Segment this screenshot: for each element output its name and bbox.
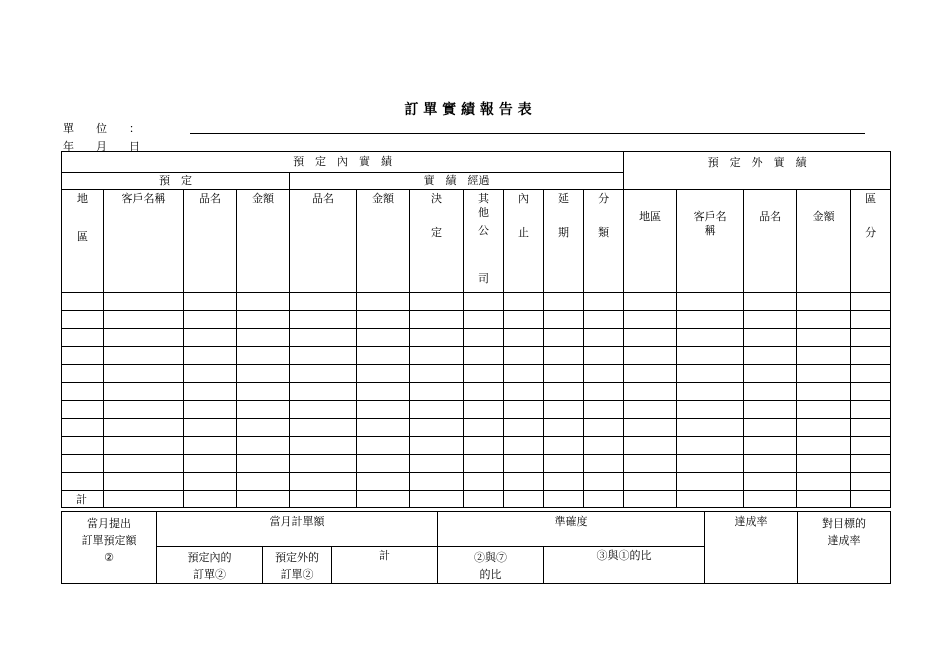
table-cell[interactable] xyxy=(584,419,624,437)
table-cell[interactable] xyxy=(464,329,504,347)
table-cell[interactable] xyxy=(851,437,891,455)
table-cell[interactable] xyxy=(104,329,184,347)
table-cell[interactable] xyxy=(744,401,797,419)
table-row xyxy=(62,329,891,347)
table-cell[interactable] xyxy=(62,365,104,383)
table-cell[interactable] xyxy=(504,473,544,491)
table-cell[interactable] xyxy=(504,311,544,329)
table-cell[interactable] xyxy=(237,455,290,473)
table-cell[interactable] xyxy=(410,437,464,455)
table-cell[interactable] xyxy=(62,455,104,473)
table-cell[interactable] xyxy=(797,383,851,401)
table-cell[interactable] xyxy=(851,401,891,419)
table-cell[interactable] xyxy=(290,347,357,365)
table-cell[interactable] xyxy=(677,365,744,383)
table-cell[interactable] xyxy=(851,419,891,437)
table-cell[interactable] xyxy=(744,455,797,473)
table-cell[interactable] xyxy=(677,473,744,491)
table-cell[interactable] xyxy=(584,473,624,491)
table-row xyxy=(62,401,891,419)
table-row xyxy=(62,437,891,455)
table-cell[interactable] xyxy=(410,365,464,383)
table-cell[interactable] xyxy=(104,311,184,329)
table-cell[interactable] xyxy=(504,455,544,473)
table-cell[interactable] xyxy=(104,401,184,419)
in-plan-header: 預 定 內 實 績 xyxy=(62,152,624,173)
table-cell[interactable] xyxy=(464,365,504,383)
table-cell[interactable] xyxy=(62,311,104,329)
table-cell[interactable] xyxy=(464,383,504,401)
table-cell[interactable] xyxy=(357,293,410,311)
table-cell[interactable] xyxy=(677,329,744,347)
table-cell[interactable] xyxy=(104,383,184,401)
table-cell[interactable] xyxy=(744,437,797,455)
table-cell[interactable] xyxy=(624,473,677,491)
table-cell[interactable] xyxy=(104,455,184,473)
table-cell[interactable] xyxy=(357,383,410,401)
col-out-division: 區 分 xyxy=(851,190,891,293)
table-cell[interactable] xyxy=(851,311,891,329)
table-cell[interactable] xyxy=(357,311,410,329)
col-out-customer: 客戶名 稱 xyxy=(677,190,744,293)
table-row xyxy=(62,473,891,491)
table-cell[interactable] xyxy=(464,419,504,437)
table-cell[interactable] xyxy=(797,293,851,311)
table-cell[interactable] xyxy=(104,437,184,455)
table-cell[interactable] xyxy=(544,455,584,473)
table-cell[interactable] xyxy=(357,401,410,419)
monthly-order-planned: 當月提出 訂單預定額 ② xyxy=(62,512,157,584)
table-cell[interactable] xyxy=(290,437,357,455)
date-label: 年 月 日 xyxy=(63,140,140,153)
table-cell[interactable] xyxy=(744,347,797,365)
table-cell[interactable] xyxy=(544,419,584,437)
table-cell[interactable] xyxy=(464,473,504,491)
table-cell[interactable] xyxy=(237,419,290,437)
table-cell[interactable] xyxy=(290,383,357,401)
table-cell[interactable] xyxy=(184,473,237,491)
table-row xyxy=(62,293,891,311)
table-cell[interactable] xyxy=(624,293,677,311)
table-cell[interactable] xyxy=(797,329,851,347)
table-cell[interactable] xyxy=(584,365,624,383)
table-cell[interactable] xyxy=(851,329,891,347)
table-cell[interactable] xyxy=(237,347,290,365)
table-cell[interactable] xyxy=(237,437,290,455)
table-cell[interactable] xyxy=(62,419,104,437)
table-cell[interactable] xyxy=(544,293,584,311)
table-cell[interactable] xyxy=(184,401,237,419)
table-cell[interactable] xyxy=(797,311,851,329)
table-cell[interactable] xyxy=(584,311,624,329)
table-cell[interactable] xyxy=(184,455,237,473)
table-cell[interactable] xyxy=(677,455,744,473)
table-cell[interactable] xyxy=(584,329,624,347)
table-cell[interactable] xyxy=(410,329,464,347)
table-cell[interactable] xyxy=(104,419,184,437)
table-cell[interactable] xyxy=(744,329,797,347)
table-cell[interactable] xyxy=(290,293,357,311)
target-rate-header: 對目標的 達成率 xyxy=(798,512,891,584)
table-cell[interactable] xyxy=(624,437,677,455)
table-cell[interactable] xyxy=(797,401,851,419)
table-cell[interactable] xyxy=(544,347,584,365)
table-cell[interactable] xyxy=(544,365,584,383)
table-cell[interactable] xyxy=(184,293,237,311)
table-cell[interactable] xyxy=(464,455,504,473)
table-cell[interactable] xyxy=(237,365,290,383)
table-cell[interactable] xyxy=(677,347,744,365)
table-cell[interactable] xyxy=(290,311,357,329)
table-cell[interactable] xyxy=(544,311,584,329)
col-customer: 客戶名稱 xyxy=(104,190,184,293)
table-row xyxy=(62,419,891,437)
accuracy-header: 準確度 xyxy=(438,512,705,547)
table-cell[interactable] xyxy=(677,383,744,401)
col-amount-2: 金額 xyxy=(357,190,410,293)
table-cell[interactable] xyxy=(464,401,504,419)
table-cell[interactable] xyxy=(464,293,504,311)
table-cell[interactable] xyxy=(624,455,677,473)
table-cell[interactable] xyxy=(797,473,851,491)
table-cell[interactable] xyxy=(624,419,677,437)
table-cell[interactable] xyxy=(744,293,797,311)
table-cell[interactable] xyxy=(797,347,851,365)
table-cell[interactable] xyxy=(357,329,410,347)
table-cell[interactable] xyxy=(464,311,504,329)
in-plan-order: 預定內的 訂單② xyxy=(157,547,263,584)
table-cell[interactable] xyxy=(62,329,104,347)
table-cell[interactable] xyxy=(62,293,104,311)
table-cell[interactable] xyxy=(62,401,104,419)
table-cell[interactable] xyxy=(544,437,584,455)
unit-underline xyxy=(190,133,865,134)
table-cell[interactable] xyxy=(504,329,544,347)
total-label: 計 xyxy=(62,491,104,508)
table-cell[interactable] xyxy=(62,437,104,455)
table-cell[interactable] xyxy=(357,365,410,383)
table-cell[interactable] xyxy=(237,311,290,329)
table-cell[interactable] xyxy=(797,455,851,473)
table-cell[interactable] xyxy=(851,455,891,473)
table-cell[interactable] xyxy=(504,437,544,455)
ratio-3-1: ③與①的比 xyxy=(544,547,705,584)
out-plan-order: 預定外的 訂單② xyxy=(263,547,332,584)
order-results-table xyxy=(61,151,891,508)
table-cell[interactable] xyxy=(504,419,544,437)
table-cell[interactable] xyxy=(464,437,504,455)
table-cell[interactable] xyxy=(237,401,290,419)
col-other-company: 其 他 公 司 xyxy=(464,190,504,293)
table-cell[interactable] xyxy=(584,455,624,473)
table-cell[interactable] xyxy=(410,473,464,491)
table-cell[interactable] xyxy=(357,347,410,365)
table-cell[interactable] xyxy=(584,401,624,419)
table-row xyxy=(62,347,891,365)
table-cell[interactable] xyxy=(504,293,544,311)
col-product-2: 品名 xyxy=(290,190,357,293)
out-plan-header: 預 定 外 實 績 xyxy=(624,152,891,190)
ratio-2-7: ②與⑦ 的比 xyxy=(438,547,544,584)
table-cell[interactable] xyxy=(544,383,584,401)
plan-header: 預 定 xyxy=(62,173,290,190)
table-cell[interactable] xyxy=(237,329,290,347)
monthly-total-header: 當月計單額 xyxy=(157,512,438,547)
table-cell[interactable] xyxy=(851,365,891,383)
table-cell[interactable] xyxy=(62,473,104,491)
table-cell[interactable] xyxy=(357,419,410,437)
table-cell[interactable] xyxy=(624,329,677,347)
table-cell[interactable] xyxy=(851,347,891,365)
table-row xyxy=(62,311,891,329)
table-cell[interactable] xyxy=(237,293,290,311)
table-cell[interactable] xyxy=(677,293,744,311)
table-cell[interactable] xyxy=(184,437,237,455)
table-cell[interactable] xyxy=(184,311,237,329)
table-cell[interactable] xyxy=(544,473,584,491)
table-cell[interactable] xyxy=(410,347,464,365)
table-cell[interactable] xyxy=(677,419,744,437)
table-cell[interactable] xyxy=(624,311,677,329)
table-cell[interactable] xyxy=(677,311,744,329)
table-cell[interactable] xyxy=(504,365,544,383)
table-cell[interactable] xyxy=(504,347,544,365)
result-process-header: 實 績 經過 xyxy=(290,173,624,190)
sum-header: 計 xyxy=(332,547,438,584)
table-cell[interactable] xyxy=(504,401,544,419)
table-cell[interactable] xyxy=(410,311,464,329)
table-cell[interactable] xyxy=(184,383,237,401)
col-classify: 分 類 xyxy=(584,190,624,293)
table-cell[interactable] xyxy=(237,383,290,401)
col-out-product: 品名 xyxy=(744,190,797,293)
table-cell[interactable] xyxy=(584,293,624,311)
table-cell[interactable] xyxy=(677,401,744,419)
table-cell[interactable] xyxy=(290,419,357,437)
table-cell[interactable] xyxy=(851,473,891,491)
table-cell[interactable] xyxy=(290,401,357,419)
table-cell[interactable] xyxy=(624,347,677,365)
table-cell[interactable] xyxy=(744,311,797,329)
total-row xyxy=(62,491,891,508)
table-cell[interactable] xyxy=(544,329,584,347)
col-region: 地 區 xyxy=(62,190,104,293)
table-cell[interactable] xyxy=(797,365,851,383)
achieve-rate-header: 達成率 xyxy=(705,512,798,584)
table-cell[interactable] xyxy=(624,383,677,401)
table-cell[interactable] xyxy=(184,419,237,437)
table-cell[interactable] xyxy=(744,419,797,437)
table-cell[interactable] xyxy=(410,293,464,311)
table-cell[interactable] xyxy=(62,383,104,401)
table-cell[interactable] xyxy=(744,365,797,383)
page-title: 訂 單 實 績 報 告 表 xyxy=(404,102,532,118)
table-cell[interactable] xyxy=(851,293,891,311)
col-delay: 延 期 xyxy=(544,190,584,293)
table-cell[interactable] xyxy=(584,437,624,455)
table-cell[interactable] xyxy=(744,473,797,491)
table-cell[interactable] xyxy=(104,347,184,365)
table-cell[interactable] xyxy=(357,437,410,455)
col-amount: 金額 xyxy=(237,190,290,293)
table-cell[interactable] xyxy=(744,383,797,401)
col-out-amount: 金額 xyxy=(797,190,851,293)
table-cell[interactable] xyxy=(237,473,290,491)
table-cell[interactable] xyxy=(104,365,184,383)
table-cell[interactable] xyxy=(184,365,237,383)
table-row xyxy=(62,365,891,383)
table-cell[interactable] xyxy=(104,293,184,311)
table-cell[interactable] xyxy=(290,329,357,347)
table-cell[interactable] xyxy=(410,419,464,437)
table-cell[interactable] xyxy=(624,365,677,383)
col-decide: 決 定 xyxy=(410,190,464,293)
table-cell[interactable] xyxy=(357,455,410,473)
table-cell[interactable] xyxy=(797,419,851,437)
col-stop: 內 止 xyxy=(504,190,544,293)
table-cell[interactable] xyxy=(584,347,624,365)
table-cell[interactable] xyxy=(184,347,237,365)
table-cell[interactable] xyxy=(410,401,464,419)
table-cell[interactable] xyxy=(464,347,504,365)
table-cell[interactable] xyxy=(62,347,104,365)
table-cell[interactable] xyxy=(357,473,410,491)
table-row xyxy=(62,383,891,401)
table-cell[interactable] xyxy=(410,455,464,473)
table-cell[interactable] xyxy=(584,383,624,401)
table-cell[interactable] xyxy=(544,401,584,419)
table-cell[interactable] xyxy=(104,473,184,491)
table-cell[interactable] xyxy=(677,437,744,455)
table-cell[interactable] xyxy=(290,455,357,473)
table-cell[interactable] xyxy=(504,383,544,401)
unit-label: 單 位 ： xyxy=(63,122,140,135)
summary-table xyxy=(61,511,891,584)
col-product: 品名 xyxy=(184,190,237,293)
table-cell[interactable] xyxy=(851,383,891,401)
table-cell[interactable] xyxy=(410,383,464,401)
table-cell[interactable] xyxy=(624,401,677,419)
table-cell[interactable] xyxy=(290,473,357,491)
table-cell[interactable] xyxy=(184,329,237,347)
table-cell[interactable] xyxy=(797,437,851,455)
table-cell[interactable] xyxy=(290,365,357,383)
col-out-region: 地區 xyxy=(624,190,677,293)
table-row xyxy=(62,455,891,473)
